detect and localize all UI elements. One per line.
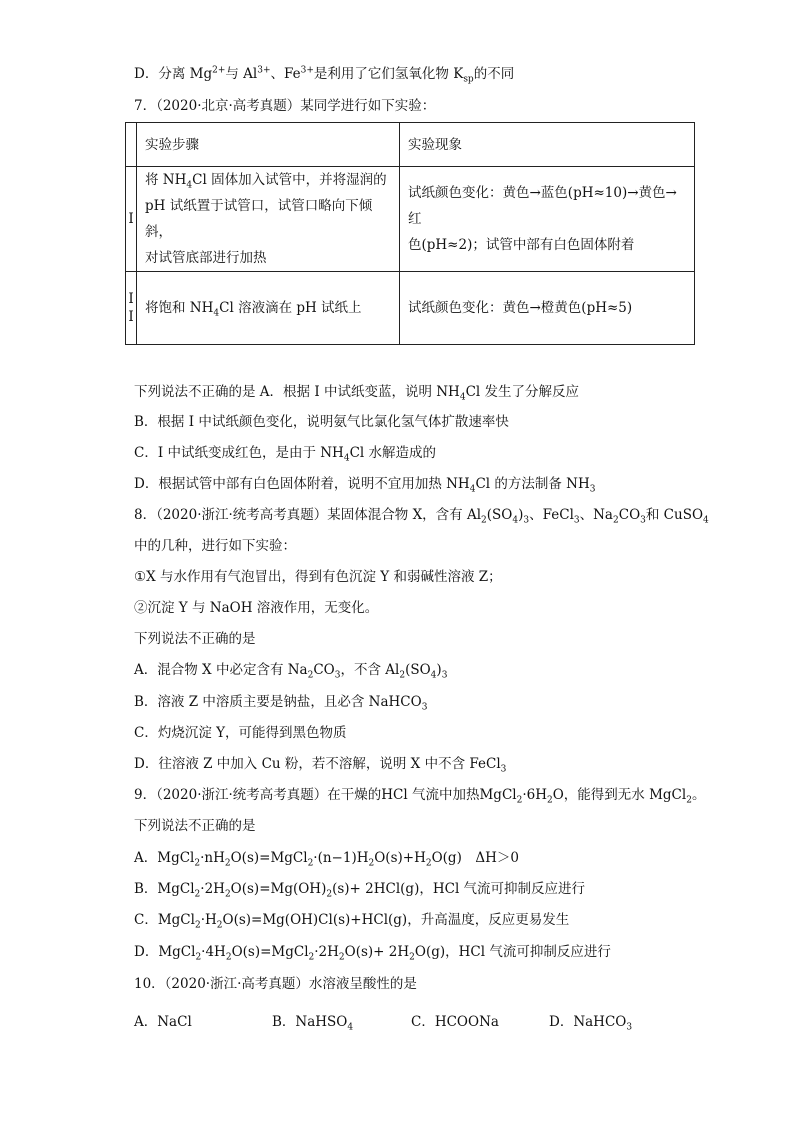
q8-option-a: A．混合物 X 中必定含有 $Na_2CO_3$，不含 $Al_2(SO_4)_3$: [134, 662, 448, 681]
q10-option-b: B．NaHSO$_4$: [272, 1014, 354, 1033]
q8-option-d: D．往溶液 Z 中加入 Cu 粉，若不溶解，说明 X 中不含 FeCl$_3$: [134, 756, 507, 775]
q7-option-a: 下列说法不正确的是 A．根据 I 中试纸变蓝，说明 $NH_4Cl$ 发生了分解反应: [134, 384, 580, 403]
table-header-phenomenon: 实验现象: [400, 123, 695, 167]
row-2-step: 将饱和 $NH_4Cl$ 溶液滴在 pH 试纸上: [137, 272, 400, 345]
q10-intro: 10．（2020·浙江·高考真题）水溶液呈酸性的是: [134, 976, 417, 992]
q7-option-d: D．根据试管中部有白色固体附着，说明不宜用加热 $NH_4Cl$ 的方法制备 $NH_3$: [134, 476, 596, 495]
q9-intro: 9．（2020·浙江·统考高考真题）在干燥的HCl 气流中加热$MgCl_2\cdot 6H_2O$，能得到无水 MgCl$_2$。: [134, 787, 706, 806]
q9-stem: 下列说法不正确的是: [134, 818, 256, 834]
q6-option-d: D．分离 $Mg^{2+}$与 $Al^{3+}$、$Fe^{3+}$是利用了它们氢氧化物 $K_{sp}$的不同: [134, 65, 515, 85]
q9-option-d: D．$MgCl_2\cdot 4H_2O(s)=MgCl_2\cdot 2H_2O(s)+ 2H_2O(g)$，HCl 气流可抑制反应进行: [134, 944, 611, 963]
row-2-phenomenon: 试纸颜色变化：黄色→橙黄色(pH≈5): [400, 272, 695, 345]
q8-step-2: ②沉淀 Y 与 NaOH 溶液作用，无变化。: [134, 600, 379, 616]
row-number-2: II: [126, 272, 137, 345]
table-row: [126, 272, 695, 345]
row-1-phenomenon: 试纸颜色变化：黄色→蓝色(pH≈10)→黄色→红 色(pH≈2)；试管中部有白色固体附着: [400, 167, 695, 272]
experiment-table: [125, 122, 695, 345]
q9-option-c: C．$MgCl_2\cdot H_2O(s)=Mg(OH)Cl(s)+HCl(g)$，升高温度，反应更易发生: [134, 912, 570, 931]
table-row: [126, 167, 695, 272]
table-header-step: 实验步骤: [137, 123, 400, 167]
table-corner-cell: [126, 123, 137, 167]
q9-option-a: A．$MgCl_2\cdot nH_2O(s)=MgCl_2\cdot(n-1)H_2O(s)+H_2O(g)$ ΔH＞0: [134, 850, 519, 869]
row-1-step: 将 $NH_4Cl$ 固体加入试管中，并将湿润的 pH 试纸置于试管口，试管口略向下倾斜， 对试管底部进行加热: [137, 167, 400, 272]
q8-intro-cont: 中的几种，进行如下实验：: [134, 538, 296, 554]
q8-step-1: ①X 与水作用有气泡冒出，得到有色沉淀 Y 和弱碱性溶液 Z；: [134, 569, 502, 585]
q10-option-d: D．NaHCO$_3$: [549, 1014, 633, 1033]
q8-stem: 下列说法不正确的是: [134, 631, 256, 647]
q8-intro: 8．（2020·浙江·统考高考真题）某固体混合物 X，含有 $Al_2(SO_4)_3$、FeCl$_3$、$Na_2CO_3$和 CuSO$_4$: [134, 507, 709, 526]
q7-option-b: B．根据 I 中试纸颜色变化，说明氨气比氯化氢气体扩散速率快: [134, 414, 509, 430]
q7-option-c: C．I 中试纸变成红色，是由于 $NH_4Cl$ 水解造成的: [134, 445, 437, 464]
q8-option-c: C．灼烧沉淀 Y，可能得到黑色物质: [134, 725, 347, 741]
q10-option-a: A．NaCl: [134, 1014, 192, 1030]
row-number-1: I: [126, 167, 137, 272]
q8-option-b: B．溶液 Z 中溶质主要是钠盐，且必含 NaHCO$_3$: [134, 694, 428, 713]
table-header-row: [126, 123, 695, 167]
q10-option-c: C．HCOONa: [411, 1014, 499, 1030]
q7-intro: 7．（2020·北京·高考真题）某同学进行如下实验：: [134, 98, 436, 114]
q9-option-b: B．$MgCl_2\cdot 2H_2O(s)=Mg(OH)_2(s)+ 2HCl(g)$，HCl 气流可抑制反应进行: [134, 881, 586, 900]
